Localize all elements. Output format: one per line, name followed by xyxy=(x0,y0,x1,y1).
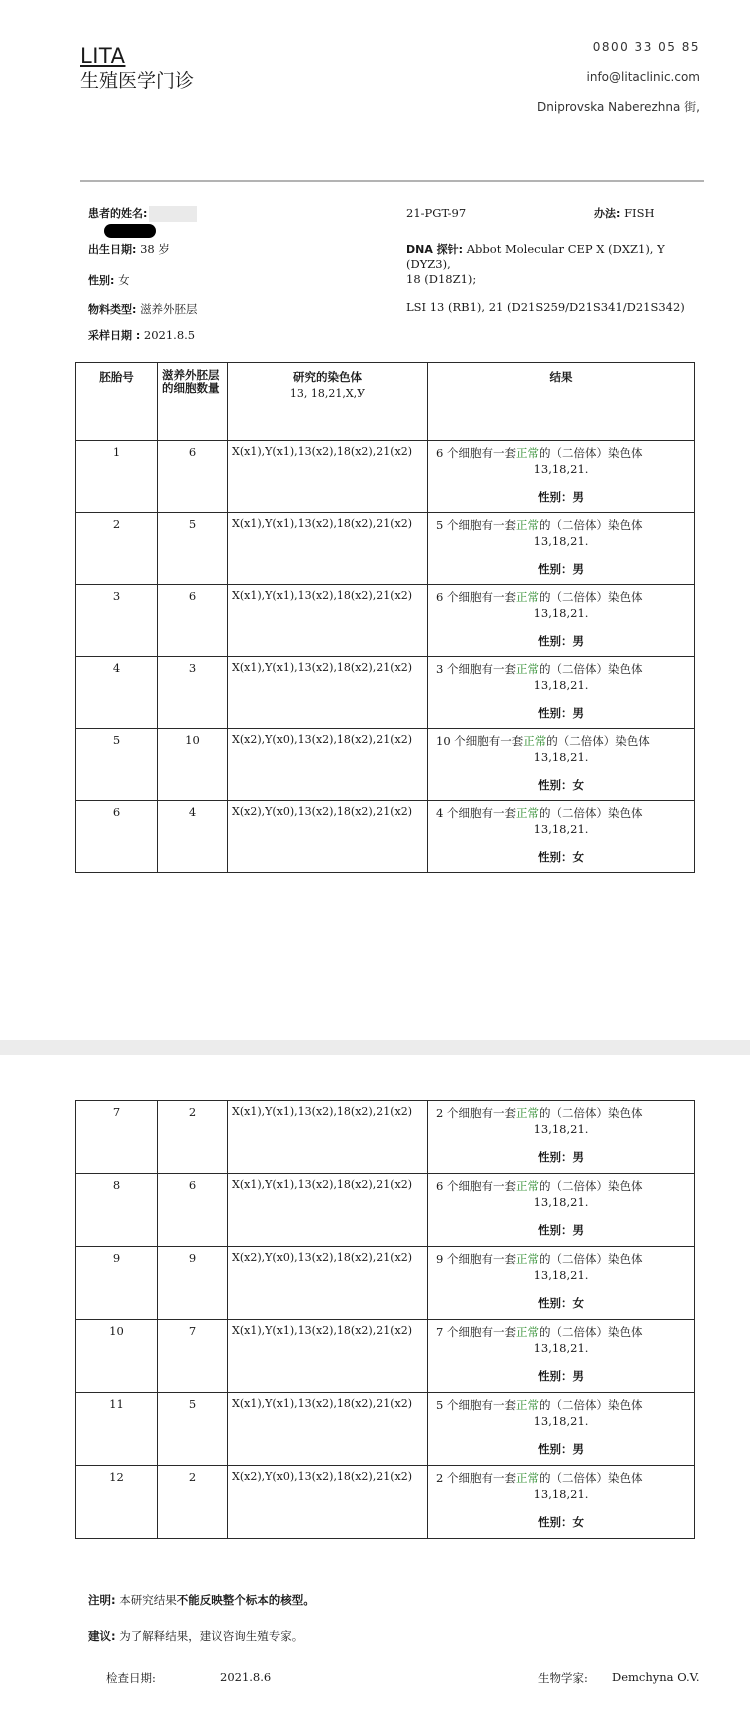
result-chromosomes: 13,18,21. xyxy=(533,1414,589,1428)
result-normal: 正常 xyxy=(515,590,539,604)
cell-count: 6 xyxy=(158,585,228,657)
result-sex xyxy=(432,1149,690,1165)
result-cell xyxy=(428,1101,695,1174)
header-chromosomes-sub: 13, 18,21,X,У xyxy=(289,387,366,400)
result-count: 6 个细胞 xyxy=(436,1179,482,1193)
sampling-value: 2021.8.5 xyxy=(143,328,196,342)
chromosome-result: X(x2),Y(x0),13(x2),18(x2),21(x2) xyxy=(228,1247,428,1320)
result-mid: 有一套 xyxy=(488,734,524,748)
embryo-number: 11 xyxy=(76,1393,158,1466)
material-row xyxy=(88,302,198,317)
result-chromosomes: 13,18,21. xyxy=(533,1195,589,1209)
sex-value: 女 xyxy=(572,1296,584,1310)
note-row xyxy=(88,1592,315,1608)
result-mid: 有一套 xyxy=(481,1106,516,1120)
check-date-value: 2021.8.6 xyxy=(220,1670,272,1684)
chromosome-result: X(x1),Y(x1),13(x2),18(x2),21(x2) xyxy=(228,513,428,585)
result-count: 6 个细胞 xyxy=(436,590,482,604)
result-post: 的（二倍体）染色体 xyxy=(538,1252,643,1266)
result-cell xyxy=(428,801,695,873)
embryo-number: 10 xyxy=(76,1320,158,1393)
dob-row xyxy=(88,242,170,257)
table-row xyxy=(76,1393,695,1466)
sex-label: 性别： xyxy=(538,634,573,648)
sex-label: 性别： xyxy=(538,1150,573,1164)
result-sex xyxy=(432,489,690,505)
chromosome-result: X(x1),Y(x1),13(x2),18(x2),21(x2) xyxy=(228,1320,428,1393)
result-line xyxy=(432,589,690,605)
cell-count: 10 xyxy=(158,729,228,801)
result-normal: 正常 xyxy=(515,1471,539,1485)
clinic-email: info@litaclinic.com xyxy=(586,70,700,84)
result-line xyxy=(432,445,690,461)
result-line xyxy=(432,733,690,749)
result-post: 的（二倍体）染色体 xyxy=(538,446,643,460)
result-cell xyxy=(428,1320,695,1393)
result-mid: 有一套 xyxy=(481,806,516,820)
chromosome-result: X(x1),Y(x1),13(x2),18(x2),21(x2) xyxy=(228,1101,428,1174)
header-divider xyxy=(80,180,704,182)
result-normal: 正常 xyxy=(515,1398,539,1412)
sex-label: 性别： xyxy=(538,1296,573,1310)
result-sex xyxy=(432,1514,690,1530)
embryo-number: 6 xyxy=(76,801,158,873)
result-count: 2 个细胞 xyxy=(436,1106,482,1120)
sex-label: 性别： xyxy=(538,1515,573,1529)
sex-value: 女 xyxy=(572,778,584,792)
header-embryo-no: 胚胎号 xyxy=(76,363,158,441)
header-cell-count: 滋养外胚层的细胞数量 xyxy=(158,363,228,441)
result-mid: 有一套 xyxy=(481,590,516,604)
redacted-name xyxy=(149,206,197,222)
sex-value: 男 xyxy=(572,490,584,504)
result-cell xyxy=(428,1466,695,1539)
material-value: 滋养外胚层 xyxy=(140,302,198,316)
result-count: 5 个细胞 xyxy=(436,1398,482,1412)
result-count: 10 个细胞 xyxy=(436,734,489,748)
sex-value: 男 xyxy=(572,1442,584,1456)
result-normal: 正常 xyxy=(515,1106,539,1120)
result-post: 的（二倍体）染色体 xyxy=(538,662,643,676)
result-sex xyxy=(432,777,690,793)
chromosome-result: X(x1),Y(x1),13(x2),18(x2),21(x2) xyxy=(228,1174,428,1247)
cell-count: 6 xyxy=(158,1174,228,1247)
result-count: 2 个细胞 xyxy=(436,1471,482,1485)
biologist-label: 生物学家: xyxy=(538,1671,588,1685)
result-chromosomes: 13,18,21. xyxy=(533,606,589,620)
check-date-label: 检查日期: xyxy=(106,1671,156,1685)
result-sex xyxy=(432,1368,690,1384)
table-row xyxy=(76,1101,695,1174)
sex-label: 性别： xyxy=(538,1369,573,1383)
result-sex xyxy=(432,561,690,577)
result-normal: 正常 xyxy=(515,1252,539,1266)
result-post: 的（二倍体）染色体 xyxy=(538,1398,643,1412)
dna-line1: Abbot Molecular CEP X (DXZ1), Y xyxy=(466,242,665,256)
clinic-logo xyxy=(80,44,194,94)
result-normal: 正常 xyxy=(515,446,539,460)
result-line xyxy=(432,1470,690,1486)
sex-value: 男 xyxy=(572,1223,584,1237)
result-mid: 有一套 xyxy=(481,662,516,676)
sex-value: 男 xyxy=(572,1150,584,1164)
method-row xyxy=(594,206,655,221)
result-post: 的（二倍体）染色体 xyxy=(538,518,643,532)
result-mid: 有一套 xyxy=(481,1398,516,1412)
method-value: FISH xyxy=(624,206,655,220)
report-page-2 xyxy=(0,1055,750,1724)
result-normal: 正常 xyxy=(515,1325,539,1339)
result-line xyxy=(432,661,690,677)
result-cell xyxy=(428,657,695,729)
biologist-name: Demchyna O.V. xyxy=(612,1670,700,1684)
sex-value: 男 xyxy=(572,562,584,576)
result-count: 9 个细胞 xyxy=(436,1252,482,1266)
result-count: 4 个细胞 xyxy=(436,806,482,820)
result-line xyxy=(432,1397,690,1413)
table-row xyxy=(76,801,695,873)
result-chromosomes: 13,18,21. xyxy=(533,534,589,548)
chromosome-result: X(x2),Y(x0),13(x2),18(x2),21(x2) xyxy=(228,801,428,873)
material-label: 物料类型: xyxy=(88,303,137,316)
result-post: 的（二倍体）染色体 xyxy=(538,590,643,604)
sex-value: 女 xyxy=(118,273,130,287)
result-count: 5 个细胞 xyxy=(436,518,482,532)
header-chromosomes-title: 研究的染色体 xyxy=(293,370,362,384)
redacted-mark xyxy=(104,224,156,238)
result-sex xyxy=(432,1222,690,1238)
embryo-number: 8 xyxy=(76,1174,158,1247)
result-mid: 有一套 xyxy=(481,1179,516,1193)
table-row xyxy=(76,1320,695,1393)
result-post: 的（二倍体）染色体 xyxy=(538,1179,643,1193)
result-post: 的（二倍体）染色体 xyxy=(538,1106,643,1120)
cell-count: 5 xyxy=(158,1393,228,1466)
case-id: 21-PGT-97 xyxy=(406,206,467,220)
clinic-phone: 0800 33 05 85 xyxy=(592,40,700,54)
cell-count: 3 xyxy=(158,657,228,729)
clinic-subtitle: 生殖医学门诊 xyxy=(80,70,195,92)
results-table-2 xyxy=(75,1100,695,1539)
note-label: 注明: xyxy=(88,1593,116,1607)
sex-label: 性别： xyxy=(538,706,573,720)
result-sex xyxy=(432,849,690,865)
table-row xyxy=(76,1247,695,1320)
sex-value: 男 xyxy=(572,634,584,648)
sampling-row xyxy=(88,328,195,343)
result-line xyxy=(432,1324,690,1340)
embryo-number: 9 xyxy=(76,1247,158,1320)
embryo-number: 4 xyxy=(76,657,158,729)
sex-label: 性别： xyxy=(538,1442,573,1456)
dna-label: DNA 探针: xyxy=(406,243,464,256)
result-normal: 正常 xyxy=(515,662,539,676)
result-cell xyxy=(428,441,695,513)
chromosome-result: X(x1),Y(x1),13(x2),18(x2),21(x2) xyxy=(228,441,428,513)
result-post: 的（二倍体）染色体 xyxy=(538,1471,643,1485)
chromosome-result: X(x1),Y(x1),13(x2),18(x2),21(x2) xyxy=(228,585,428,657)
result-line xyxy=(432,805,690,821)
result-chromosomes: 13,18,21. xyxy=(533,1341,589,1355)
cell-count: 2 xyxy=(158,1466,228,1539)
dna-line4: LSI 13 (RB1), 21 (D21S259/D21S341/D21S342) xyxy=(406,300,685,314)
chromosome-result: X(x2),Y(x0),13(x2),18(x2),21(x2) xyxy=(228,729,428,801)
cell-count: 5 xyxy=(158,513,228,585)
table-row xyxy=(76,657,695,729)
dob-label: 出生日期: xyxy=(88,243,137,256)
result-chromosomes: 13,18,21. xyxy=(533,1268,589,1282)
result-count: 7 个细胞 xyxy=(436,1325,482,1339)
embryo-number: 12 xyxy=(76,1466,158,1539)
result-cell xyxy=(428,729,695,801)
embryo-number: 7 xyxy=(76,1101,158,1174)
table-row xyxy=(76,441,695,513)
method-label: 办法: xyxy=(594,207,621,220)
dna-probe-block xyxy=(406,242,706,287)
sex-label: 性别： xyxy=(538,850,573,864)
result-normal: 正常 xyxy=(515,806,539,820)
result-mid: 有一套 xyxy=(481,1325,516,1339)
page-gap xyxy=(0,1040,750,1055)
result-chromosomes: 13,18,21. xyxy=(533,1122,589,1136)
advice-row xyxy=(88,1628,303,1644)
result-post: 的（二倍体）染色体 xyxy=(546,734,650,748)
sex-label: 性别: xyxy=(88,274,115,287)
chromosome-result: X(x1),Y(x1),13(x2),18(x2),21(x2) xyxy=(228,1393,428,1466)
cell-count: 6 xyxy=(158,441,228,513)
result-count: 6 个细胞 xyxy=(436,446,482,460)
result-cell xyxy=(428,1174,695,1247)
sex-value: 女 xyxy=(572,1515,584,1529)
result-chromosomes: 13,18,21. xyxy=(533,822,589,836)
result-chromosomes: 13,18,21. xyxy=(533,462,589,476)
cell-count: 9 xyxy=(158,1247,228,1320)
table-row xyxy=(76,513,695,585)
result-post: 的（二倍体）染色体 xyxy=(538,1325,643,1339)
result-line xyxy=(432,1251,690,1267)
result-sex xyxy=(432,1441,690,1457)
cell-count: 4 xyxy=(158,801,228,873)
patient-name-label: 患者的姓名: xyxy=(88,207,148,220)
result-cell xyxy=(428,1393,695,1466)
dna-line2: (DYZ3), xyxy=(406,257,451,271)
embryo-number: 3 xyxy=(76,585,158,657)
sex-value: 男 xyxy=(572,706,584,720)
header-chromosomes xyxy=(228,363,428,441)
result-cell xyxy=(428,513,695,585)
table-row xyxy=(76,585,695,657)
chromosome-result: X(x1),Y(x1),13(x2),18(x2),21(x2) xyxy=(228,657,428,729)
result-normal: 正常 xyxy=(515,518,539,532)
result-line xyxy=(432,1178,690,1194)
results-table-1 xyxy=(75,362,695,873)
dna-line3: 18 (D18Z1); xyxy=(406,272,477,286)
result-line xyxy=(432,1105,690,1121)
header-result: 结果 xyxy=(428,363,695,441)
sex-label: 性别： xyxy=(538,562,573,576)
result-cell xyxy=(428,585,695,657)
chromosome-result: X(x2),Y(x0),13(x2),18(x2),21(x2) xyxy=(228,1466,428,1539)
result-count: 3 个细胞 xyxy=(436,662,482,676)
sex-label: 性别： xyxy=(538,490,573,504)
patient-name-row xyxy=(88,206,197,222)
result-cell xyxy=(428,1247,695,1320)
table-row xyxy=(76,729,695,801)
result-normal: 正常 xyxy=(523,734,547,748)
note-text-a: 本研究结果 xyxy=(119,1593,177,1607)
result-mid: 有一套 xyxy=(481,1471,516,1485)
result-mid: 有一套 xyxy=(481,518,516,532)
result-sex xyxy=(432,1295,690,1311)
advice-text: 为了解释结果，建议咨询生殖专家。 xyxy=(119,1629,304,1643)
table-row xyxy=(76,1466,695,1539)
dob-value: 38 岁 xyxy=(140,242,170,256)
sampling-label: 采样日期 : xyxy=(88,329,141,342)
sex-value: 女 xyxy=(572,850,584,864)
sex-label: 性别： xyxy=(538,1223,573,1237)
result-post: 的（二倍体）染色体 xyxy=(538,806,643,820)
results-header-row xyxy=(76,363,695,441)
clinic-address: Dniprovska Naberezhna 街, xyxy=(537,100,700,114)
sex-value: 男 xyxy=(572,1369,584,1383)
clinic-name: LITA xyxy=(80,44,126,68)
sex-label: 性别： xyxy=(538,778,573,792)
table-row xyxy=(76,1174,695,1247)
cell-count: 2 xyxy=(158,1101,228,1174)
result-sex xyxy=(432,705,690,721)
result-chromosomes: 13,18,21. xyxy=(533,1487,589,1501)
result-normal: 正常 xyxy=(515,1179,539,1193)
advice-label: 建议: xyxy=(88,1629,116,1643)
embryo-number: 1 xyxy=(76,441,158,513)
result-chromosomes: 13,18,21. xyxy=(533,678,589,692)
result-sex xyxy=(432,633,690,649)
result-mid: 有一套 xyxy=(481,446,516,460)
result-mid: 有一套 xyxy=(481,1252,516,1266)
sex-row xyxy=(88,273,130,288)
result-line xyxy=(432,517,690,533)
cell-count: 7 xyxy=(158,1320,228,1393)
embryo-number: 5 xyxy=(76,729,158,801)
note-text-b: 不能反映整个标本的核型。 xyxy=(176,1593,315,1607)
embryo-number: 2 xyxy=(76,513,158,585)
result-chromosomes: 13,18,21. xyxy=(533,750,589,764)
